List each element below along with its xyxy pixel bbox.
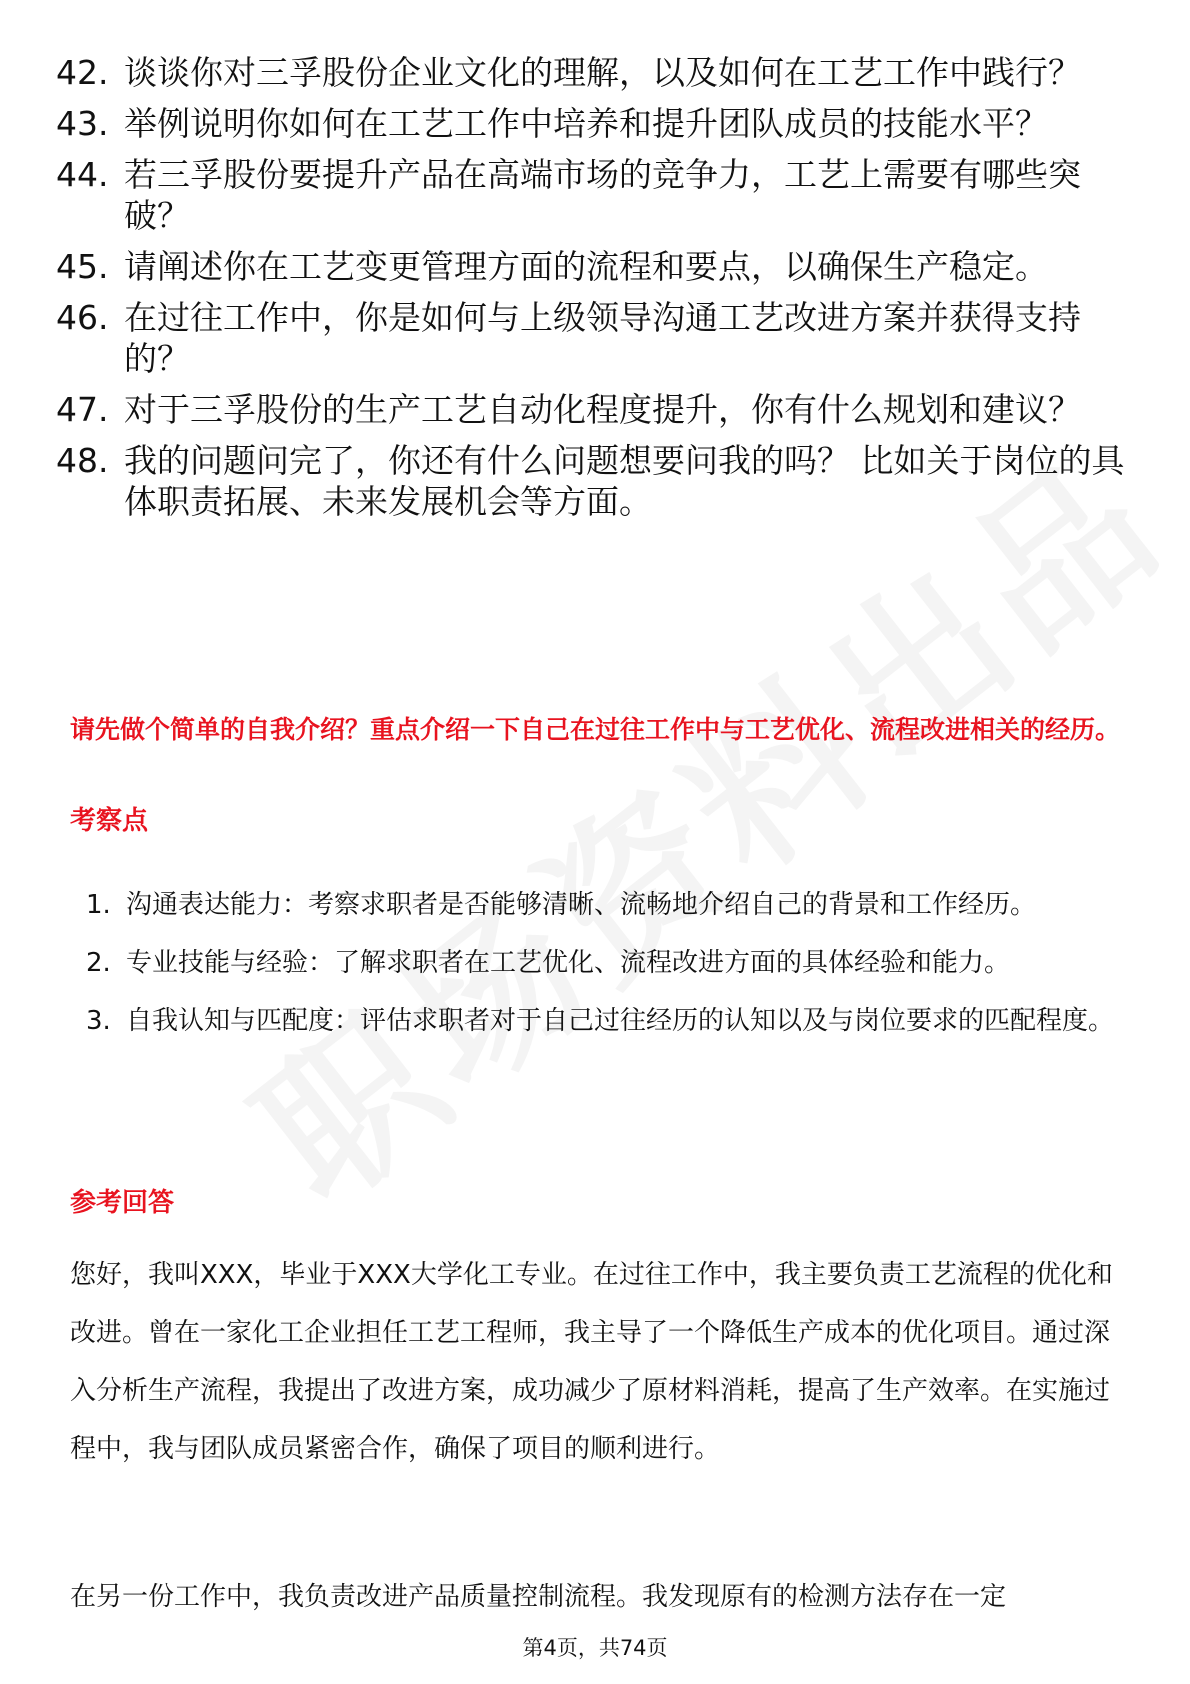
answer-paragraph: 您好，我叫XXX，毕业于XXX大学化工专业。在过往工作中，我主要负责工艺流程的优化和改进。曾在一家化工企业担任工艺工程师，我主导了一个降低生产成本的优化项目。通过深入分析生产流程，我提出了改进方案，成功减少了原材料消耗，提高了生产效率。在实施过程中，我与团队成员紧密合作，确保了项目的顺利进行。 xyxy=(70,1260,1113,1464)
question-number: 44. xyxy=(56,155,109,194)
question-text: 对于三孚股份的生产工艺自动化程度提升，你有什么规划和建议？ xyxy=(124,390,1081,429)
point-text: 沟通表达能力：考察求职者是否能够清晰、流畅地介绍自己的背景和工作经历。 xyxy=(126,890,1037,920)
question-item xyxy=(56,440,1136,522)
question-item xyxy=(56,246,1136,287)
question-text: 在过往工作中，你是如何与上级领导沟通工艺改进方案并获得支持的？ xyxy=(124,298,1081,378)
question-number: 45. xyxy=(56,247,109,286)
question-text: 谈谈你对三孚股份企业文化的理解，以及如何在工艺工作中践行？ xyxy=(124,53,1081,92)
question-number: 42. xyxy=(56,53,109,92)
answer-paragraph: 在另一份工作中，我负责改进产品质量控制流程。我发现原有的检测方法存在一定 xyxy=(70,1582,1007,1612)
question-item xyxy=(56,297,1136,379)
interview-prompt: 请先做个简单的自我介绍？重点介绍一下自己在过往工作中与工艺优化、流程改进相关的经历。 xyxy=(70,715,1121,744)
answer-heading: 参考回答 xyxy=(70,1188,175,1218)
watermark xyxy=(201,438,1140,1247)
point-item xyxy=(86,934,1126,992)
point-text: 自我认知与匹配度：评估求职者对于自己过往经历的认知以及与岗位要求的匹配程度。 xyxy=(126,1006,1115,1036)
point-item xyxy=(86,992,1126,1050)
question-item xyxy=(56,52,1136,93)
point-text: 专业技能与经验：了解求职者在工艺优化、流程改进方面的具体经验和能力。 xyxy=(126,948,1011,978)
question-item xyxy=(56,154,1136,236)
question-number: 48. xyxy=(56,441,109,480)
question-text: 若三孚股份要提升产品在高端市场的竞争力，工艺上需要有哪些突破？ xyxy=(124,155,1081,235)
point-number: 1. xyxy=(86,890,111,920)
point-number: 3. xyxy=(86,1006,111,1036)
question-number: 43. xyxy=(56,104,109,143)
question-list xyxy=(56,52,1136,532)
question-text: 我的问题问完了，你还有什么问题想要问我的吗？ 比如关于岗位的具体职责拓展、未来发展机会等方面。 xyxy=(124,441,1125,521)
page-footer: 第4页，共74页 xyxy=(522,1636,668,1660)
points-heading: 考察点 xyxy=(70,806,149,836)
question-text: 请阐述你在工艺变更管理方面的流程和要点，以确保生产稳定。 xyxy=(124,247,1048,286)
point-number: 2. xyxy=(86,948,111,978)
point-item xyxy=(86,876,1126,934)
question-item xyxy=(56,389,1136,430)
points-list xyxy=(86,876,1126,1050)
question-number: 46. xyxy=(56,298,109,337)
question-item xyxy=(56,103,1136,144)
question-text: 举例说明你如何在工艺工作中培养和提升团队成员的技能水平？ xyxy=(124,104,1048,143)
question-number: 47. xyxy=(56,390,109,429)
